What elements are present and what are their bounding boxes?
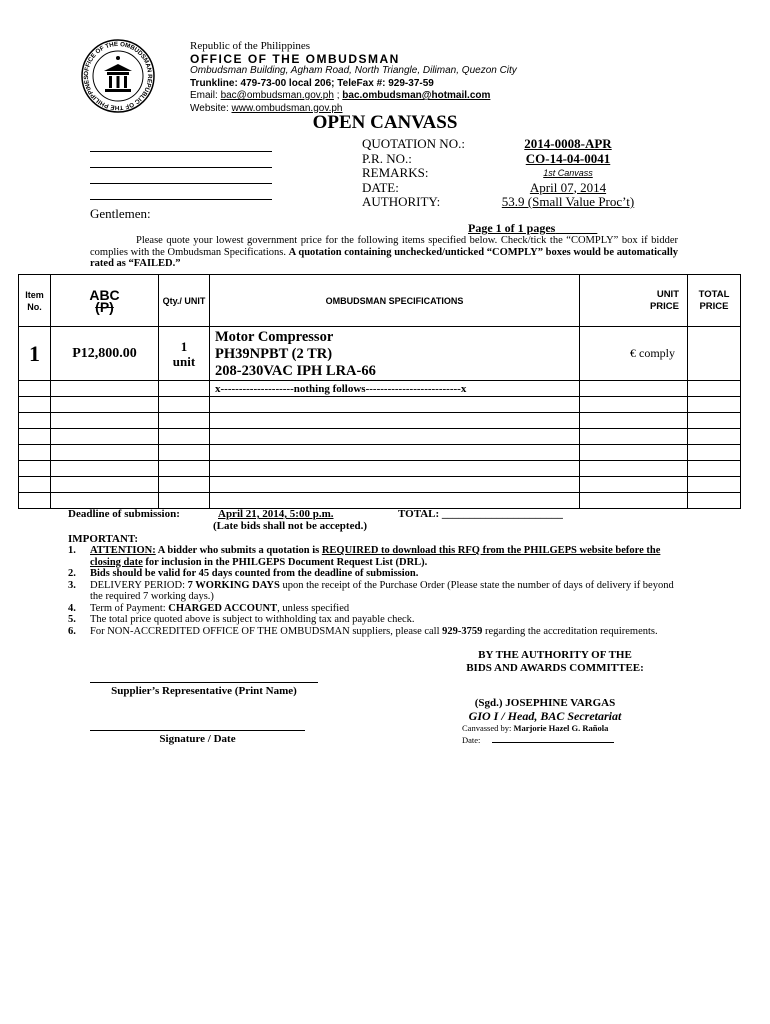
note-item: 2. Bids should be valid for 45 days counted from the deadline of submission. xyxy=(68,568,419,579)
signature-date-line[interactable] xyxy=(90,730,305,731)
addressee-line-2[interactable] xyxy=(90,167,272,168)
header-specs: OMBUDSMAN SPECIFICATIONS xyxy=(210,275,580,327)
table-row xyxy=(19,327,741,381)
label-date: DATE: xyxy=(362,179,399,195)
label-authority: AUTHORITY: xyxy=(362,194,441,209)
canvass-date-line[interactable] xyxy=(492,742,614,743)
trunkline: Trunkline: 479-73-00 local 206; TeleFax #: 929-37-59 xyxy=(190,77,434,89)
note-item: 5. The total price quoted above is subject to withholding tax and payable check. xyxy=(68,614,415,625)
salutation: Gentlemen: xyxy=(90,206,151,221)
header-qty: Qty./ UNIT xyxy=(159,275,210,327)
table-row xyxy=(19,397,741,413)
signatory-name: (Sgd.) JOSEPHINE VARGAS xyxy=(474,697,616,709)
deadline-value: April 21, 2014, 5:00 p.m. xyxy=(218,508,334,520)
label-quotation-no: QUOTATION NO.: xyxy=(362,136,465,151)
instructions: Please quote your lowest government price for the following items specified below. Check/tick the “COMPLY” box if bidder complies with the Ombudsman Specifications. A quotation containing unchecked/unticked “COMPLY” boxes would be automatically rated as “FAILED.” xyxy=(90,235,678,269)
note-item: 1. ATTENTION: A bidder who submits a quotation is REQUIRED to download this RFQ from the PHILGEPS website before the closing date for inclusion in the PHILGEPS Document Request List (DRL). xyxy=(68,545,661,568)
email-link-2[interactable]: bac.ombudsman@hotmail.com xyxy=(342,90,491,101)
quotation-labels xyxy=(362,137,465,210)
website-line: Website: www.ombudsman.gov.ph xyxy=(190,102,343,114)
table-row xyxy=(19,461,741,477)
item-qty: 1 unit xyxy=(159,327,210,381)
header-unit-price: UNIT PRICE xyxy=(580,275,688,327)
table-row xyxy=(19,477,741,493)
pr-no-value: CO-14-04-0041 xyxy=(525,150,611,166)
table-row xyxy=(19,429,741,445)
quotation-no-value: 2014-0008-APR xyxy=(524,136,612,151)
website-link[interactable]: www.ombudsman.gov.ph xyxy=(231,102,343,114)
items-table xyxy=(18,274,741,509)
late-bids-note: (Late bids shall not be accepted.) xyxy=(213,520,367,532)
table-row xyxy=(19,493,741,509)
page-info: Page 1 of 1 pages xyxy=(468,221,556,235)
note-item: 6. For NON-ACCREDITED OFFICE OF THE OMBUDSMAN suppliers, please call 929-3759 regarding the accreditation requirements. xyxy=(68,625,658,637)
header-item-no: Item No. xyxy=(19,275,51,327)
header-total-price: TOTAL PRICE xyxy=(688,275,741,327)
document-title: OPEN CANVASS xyxy=(312,112,458,133)
item-no: 1 xyxy=(19,327,51,381)
office-address: Ombudsman Building, Agham Road, North Triangle, Diliman, Quezon City xyxy=(190,65,517,76)
by-authority-block: BY THE AUTHORITY OF THE BIDS AND AWARDS COMMITTEE: xyxy=(466,649,644,674)
item-total-price-cell[interactable] xyxy=(688,327,741,381)
canvassed-by: Canvassed by: Marjorie Hazel G. Rañola xyxy=(462,723,609,733)
authority-value: 53.9 (Small Value Proc’t) xyxy=(501,194,635,209)
note-item: 3. DELIVERY PERIOD: 7 WORKING DAYS upon the receipt of the Purchase Order (Please state the number of days of delivery if beyond the required 7 working days.) xyxy=(68,579,674,602)
table-row xyxy=(19,445,741,461)
supplier-name-line[interactable] xyxy=(90,682,318,683)
addressee-line-3[interactable] xyxy=(90,183,272,184)
table-row xyxy=(19,413,741,429)
table-row xyxy=(19,381,741,397)
email-line: Email: bac@ombudsman.gov.ph ; bac.ombudsman@hotmail.com xyxy=(190,90,491,101)
quotation-values xyxy=(488,137,648,210)
note-item: 4. Term of Payment: CHARGED ACCOUNT, unless specified xyxy=(68,602,350,614)
office-name: OFFICE OF THE OMBUDSMAN xyxy=(190,51,400,66)
addressee-line-4[interactable] xyxy=(90,199,272,200)
header-abc: ABC (P) xyxy=(51,275,159,327)
deadline-label: Deadline of submission: xyxy=(68,508,180,520)
date-value: April 07, 2014 xyxy=(529,179,607,195)
remarks-value: 1st Canvass xyxy=(543,168,593,178)
ombudsman-seal xyxy=(80,38,156,114)
table-header-row xyxy=(19,275,741,327)
nothing-follows: x--------------------nothing follows--------------------------x xyxy=(210,381,580,397)
comply-checkbox[interactable]: € comply xyxy=(580,327,688,381)
seal-lettering: OFFICE OF THE OMBUDSMAN REPUBLIC OF THE PHILIPPINES xyxy=(82,40,154,112)
letterhead xyxy=(190,40,517,115)
important-heading: IMPORTANT: xyxy=(68,533,139,545)
label-remarks: REMARKS: xyxy=(362,165,429,180)
label-pr-no: P.R. NO.: xyxy=(362,150,412,166)
canvass-date-label: Date: xyxy=(462,735,481,745)
signatory-title: GIO I / Head, BAC Secretariat xyxy=(468,709,622,723)
total-field[interactable]: TOTAL: ______________________ xyxy=(398,508,563,520)
addressee-line-1[interactable] xyxy=(90,151,272,152)
item-description: Motor Compressor PH39NPBT (2 TR) 208-230VAC IPH LRA-66 xyxy=(210,327,580,381)
signature-date-label: Signature / Date xyxy=(159,733,236,745)
item-abc: P12,800.00 xyxy=(51,327,159,381)
supplier-rep-label: Supplier’s Representative (Print Name) xyxy=(111,685,297,697)
republic-line: Republic of the Philippines xyxy=(190,40,311,52)
email-link-1[interactable]: bac@ombudsman.gov.ph xyxy=(220,90,334,101)
important-notes xyxy=(68,545,683,637)
